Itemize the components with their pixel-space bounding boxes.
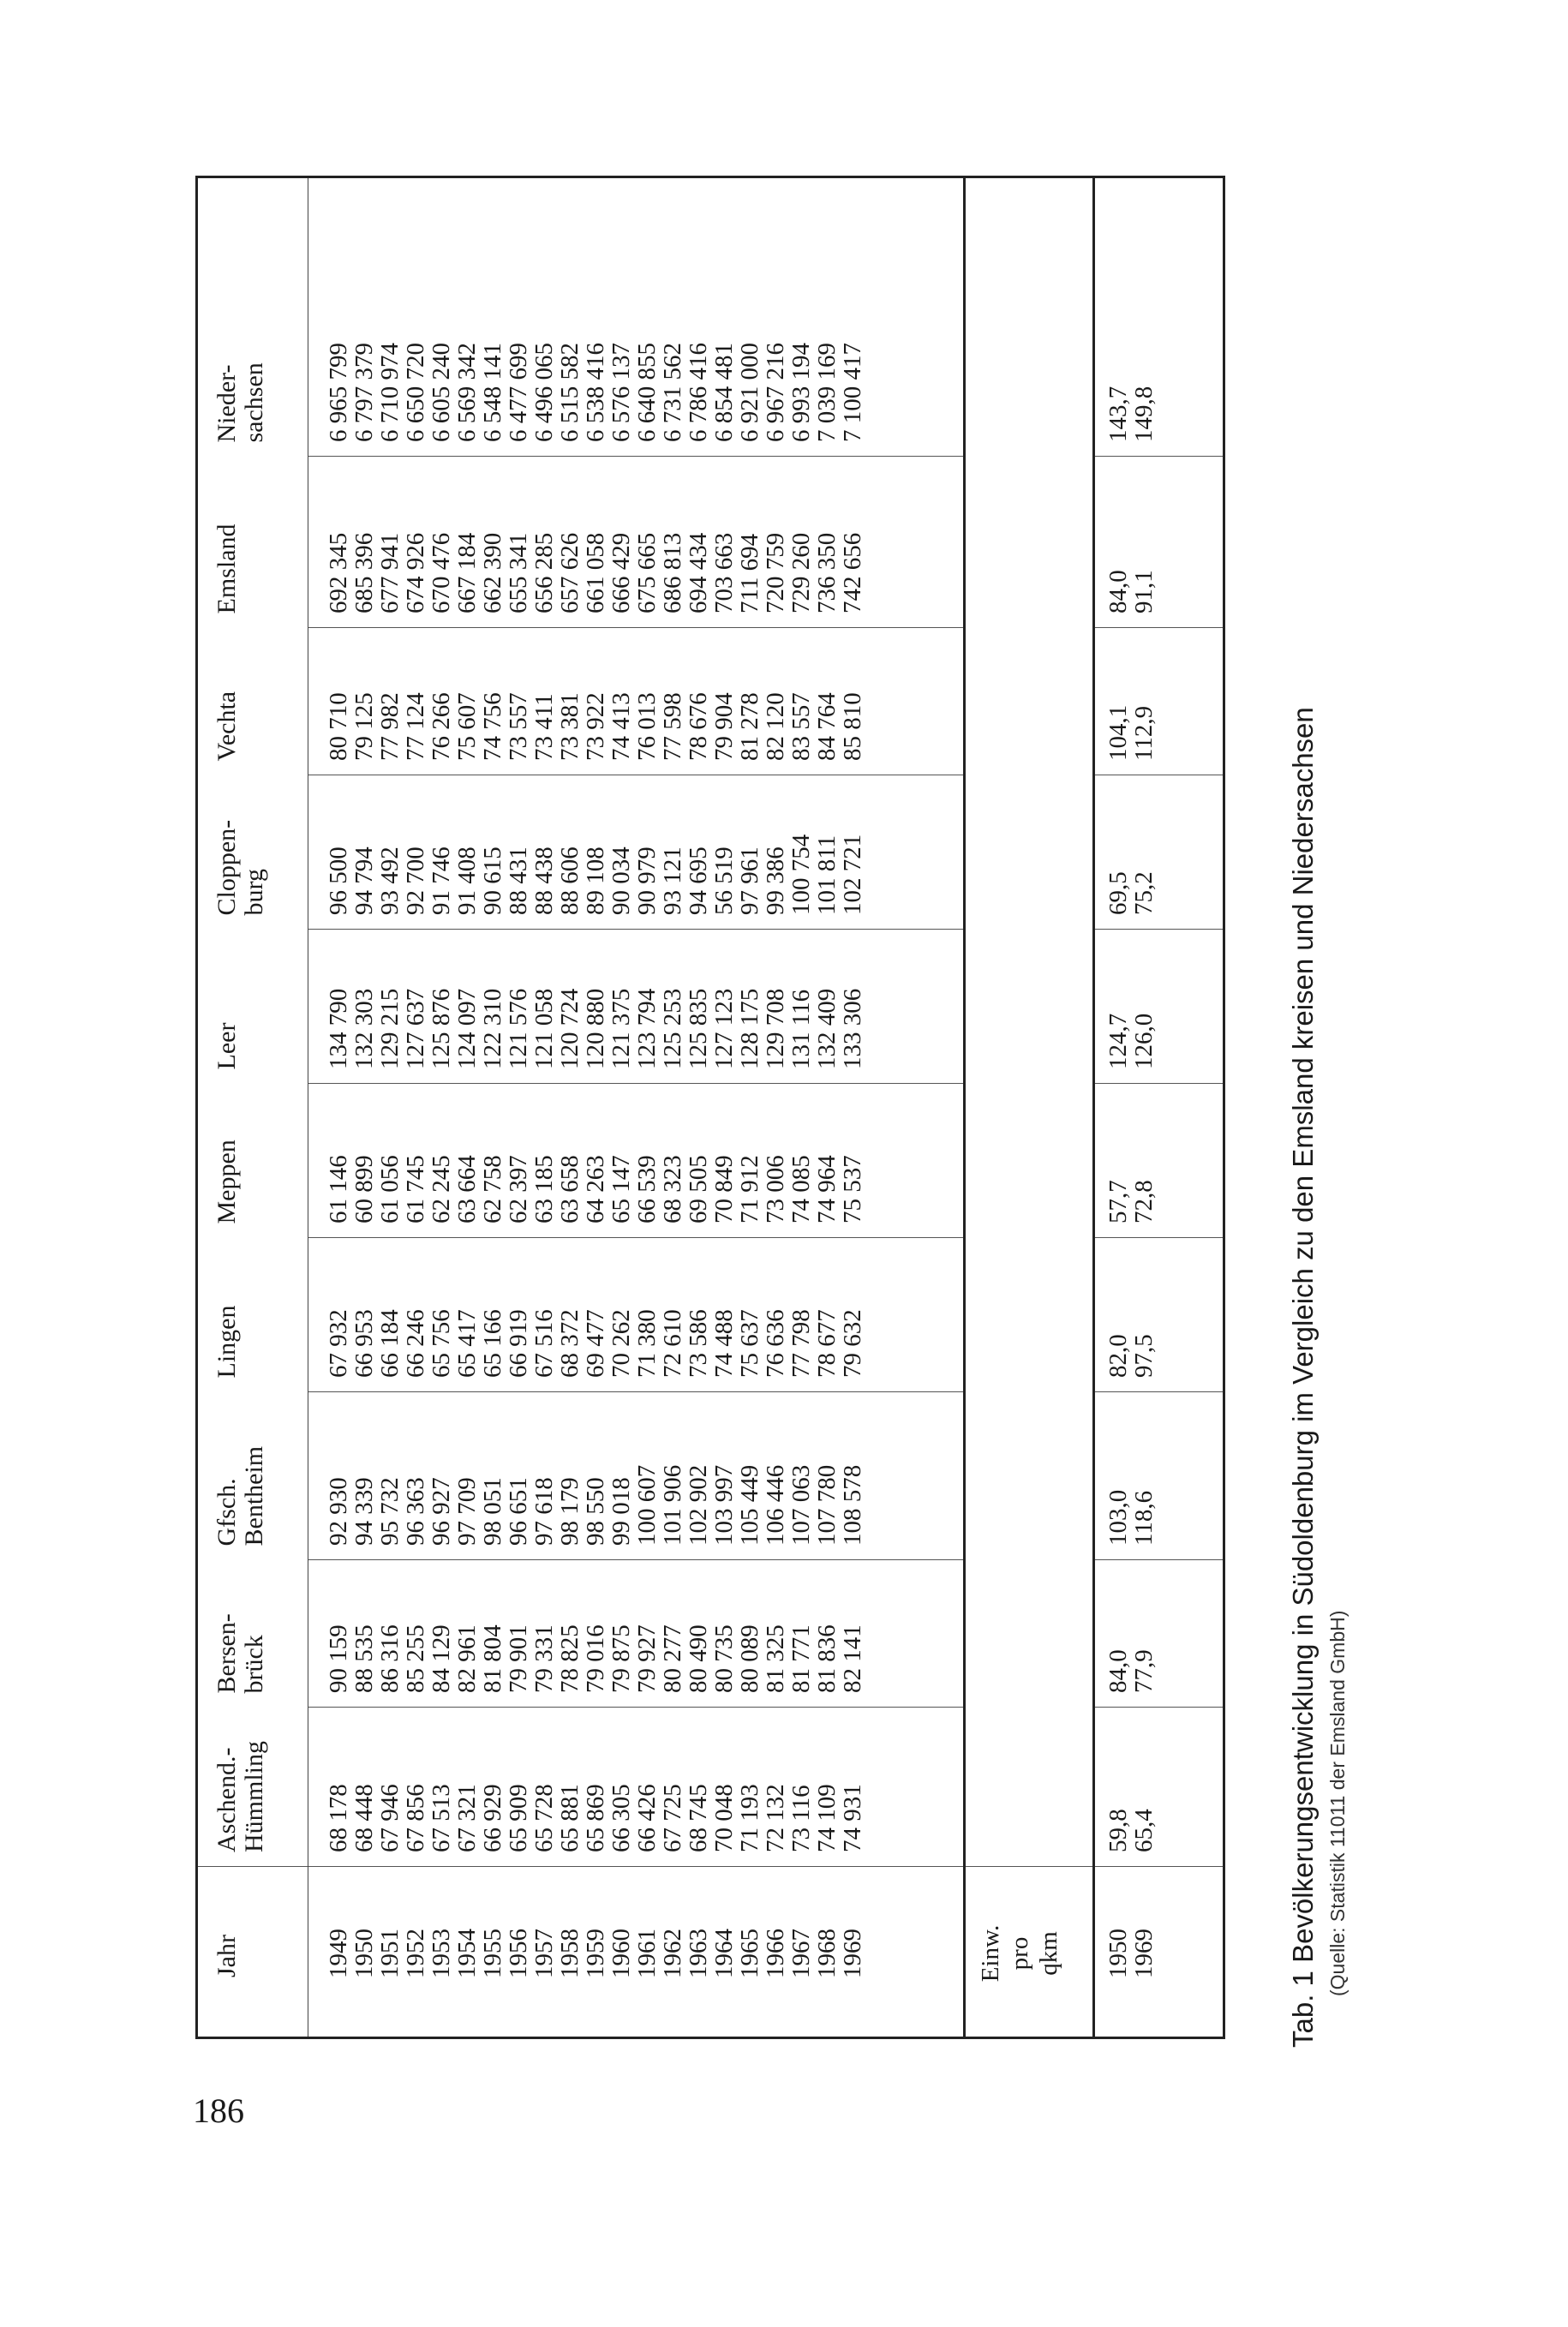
density-meppen: 57,7 72,8 [1094,1084,1224,1238]
table-caption: Tab. 1 Bevölkerungsentwicklung in Südoldenburg im Vergleich zu den Emsland kreisen und Niedersachsen [1287,707,1319,2048]
density-lingen: 82,0 97,5 [1094,1238,1224,1392]
column-emsland: 692 345 685 396 677 941 674 926 670 476 667 184 662 390 655 341 656 285 657 626 661 058 666 429 675 665 686 813 694 434 703 663 711 694 720 759 729 260 736 350 742 656 [308,457,965,628]
header-cloppenburg: Cloppen- burg [197,775,308,930]
header-meppen: Meppen [197,1084,308,1238]
column-cloppenburg: 96 500 94 794 93 492 92 700 91 746 91 408 90 615 88 431 88 438 88 606 89 108 90 034 90 979 93 121 94 695 56 519 97 961 99 386 100 754 101 811 102 721 [308,775,965,930]
table-data-row [308,177,965,2038]
header-vechta: Vechta [197,628,308,775]
density-years: 1950 1969 [1094,1867,1224,2038]
header-bersenbrueck: Bersen- brück [197,1560,308,1708]
density-leer: 124,7 126,0 [1094,930,1224,1084]
header-niedersachsen: Nieder- sachsen [197,177,308,457]
header-lingen: Lingen [197,1238,308,1392]
density-aschendorf-huemmling: 59,8 65,4 [1094,1708,1224,1867]
column-leer: 134 790 132 303 129 215 127 637 125 876 124 097 122 310 121 576 121 058 120 724 120 880 121 375 123 794 125 253 125 835 127 123 128 175 129 708 131 116 132 409 133 306 [308,930,965,1084]
table-header-row [197,177,308,2038]
population-table [195,178,1225,2039]
column-bentheim: 92 930 94 339 95 732 96 363 96 927 97 709 98 051 96 651 97 618 98 179 98 550 99 018 100 607 101 906 102 902 103 997 105 449 106 446 107 063 107 780 108 578 [308,1392,965,1560]
density-bersenbrueck: 84,0 77,9 [1094,1560,1224,1708]
density-niedersachsen: 143,7 149,8 [1094,177,1224,457]
column-lingen: 67 932 66 953 66 184 66 246 65 756 65 417 65 166 66 919 67 516 68 372 69 477 70 262 71 380 72 610 73 586 74 488 75 637 76 636 77 798 78 677 79 632 [308,1238,965,1392]
column-niedersachsen: 6 965 799 6 797 379 6 710 974 6 650 720 6 605 240 6 569 342 6 548 141 6 477 699 6 496 065 6 515 582 6 538 416 6 576 137 6 640 855 6 731 562 6 786 416 6 854 481 6 921 000 6 967 216 6 993 194 7 039 169 7 100 417 [308,177,965,457]
density-label: Einw. pro qkm [964,1867,1094,2038]
column-bersenbrueck: 90 159 88 535 86 316 85 255 84 129 82 961 81 804 79 901 79 331 78 825 79 016 79 875 79 927 80 277 80 490 80 735 80 089 81 325 81 771 81 836 82 141 [308,1560,965,1708]
density-data-row [1094,177,1224,2038]
header-emsland: Emsland [197,457,308,628]
density-cloppenburg: 69,5 75,2 [1094,775,1224,930]
column-aschendorf-huemmling: 68 178 68 448 67 946 67 856 67 513 67 321 66 929 65 909 65 728 65 881 65 869 66 305 66 426 67 725 68 745 70 048 71 193 72 132 73 116 74 109 74 931 [308,1708,965,1867]
header-leer: Leer [197,930,308,1084]
table-source-note: (Quelle: Statistik 11011 der Emsland GmbH) [1326,1610,1349,1996]
column-vechta: 80 710 79 125 77 982 77 124 76 266 75 607 74 756 73 557 73 411 73 381 73 922 74 413 76 013 77 598 78 676 79 904 81 278 82 120 83 557 84 764 85 810 [308,628,965,775]
density-label-row [964,177,1094,2038]
page-number: 186 [193,2091,244,2130]
density-vechta: 104,1 112,9 [1094,628,1224,775]
header-jahr: Jahr [197,1867,308,2038]
header-aschendorf-huemmling: Aschend.- Hümmling [197,1708,308,1867]
year-column: 1949 1950 1951 1952 1953 1954 1955 1956 1957 1958 1959 1960 1961 1962 1963 1964 1965 1966 1967 1968 1969 [325,1929,867,1978]
density-label-spacer [964,177,1094,1867]
column-meppen: 61 146 60 899 61 056 61 745 62 245 63 664 62 758 62 397 63 185 63 658 64 263 65 147 66 539 68 323 69 505 70 849 71 912 73 006 74 085 74 964 75 537 [308,1084,965,1238]
header-bentheim: Gfsch. Bentheim [197,1392,308,1560]
density-emsland: 84,0 91,1 [1094,457,1224,628]
density-bentheim: 103,0 118,6 [1094,1392,1224,1560]
